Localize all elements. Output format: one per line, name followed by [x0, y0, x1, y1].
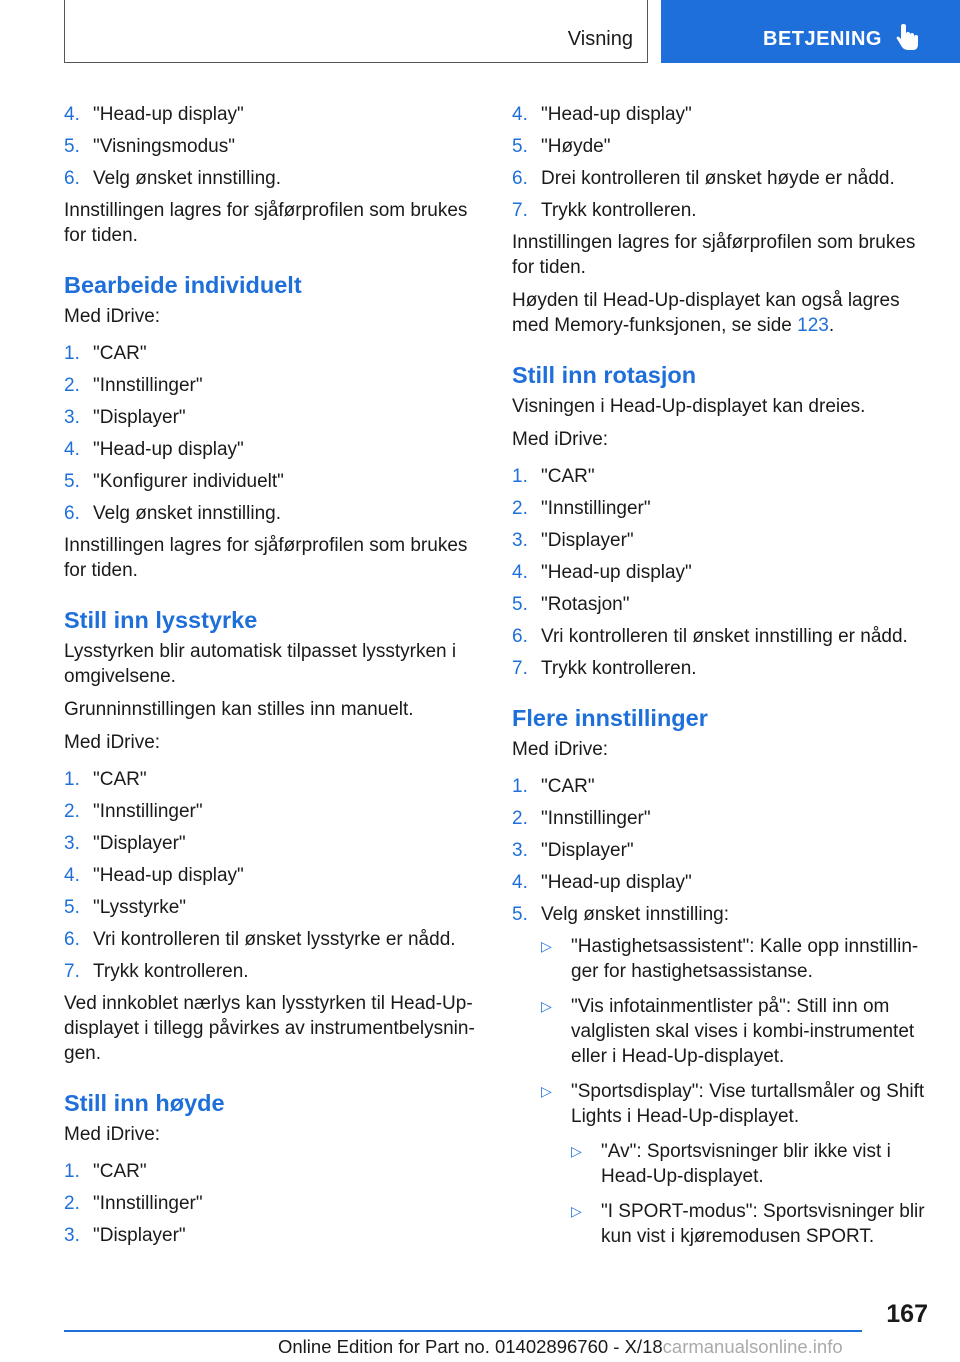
list-item — [64, 166, 476, 191]
list-item — [512, 838, 932, 863]
paragraph: Grunninnstillingen kan stilles inn manuelt. — [64, 699, 414, 720]
left-column — [64, 102, 476, 1255]
list-item — [512, 198, 932, 223]
step-text: Trykk kontrolleren. — [93, 961, 249, 982]
step-number: 1. — [512, 466, 528, 487]
paragraph: Med iDrive: — [64, 732, 161, 753]
step-text: "Lysstyrke" — [93, 897, 187, 918]
paragraph: Med iDrive: — [64, 306, 161, 327]
step-text: "Head-up display" — [541, 872, 692, 893]
list-item — [64, 863, 476, 888]
bullet-text: "I SPORT-modus": Sportsvisninger blir kun vist i kjøremodusen SPORT. — [601, 1201, 925, 1247]
paragraph: Visningen i Head-Up-displayet kan dreies. — [512, 396, 866, 417]
step-number: 6. — [512, 168, 528, 189]
paragraph-memory — [512, 288, 932, 338]
list-item — [512, 560, 932, 585]
step-number: 2. — [512, 498, 528, 519]
header-chapter-tab — [661, 0, 960, 63]
step-text: "Displayer" — [541, 840, 634, 861]
watermark-text: carmanualsonline.info — [662, 1336, 843, 1357]
step-number: 7. — [512, 658, 528, 679]
list-item — [64, 799, 476, 824]
pointing-hand-icon — [895, 24, 921, 52]
steps-list-visningsmodus — [64, 102, 476, 191]
bullet-text: "Vis infotainmentlister på": Still inn om valglisten skal vises i kombi-instrumentet eller i Head-Up-displayet. — [571, 996, 915, 1067]
sub-bullet-item — [571, 1199, 932, 1249]
list-item — [64, 959, 476, 984]
paragraph: Innstillingen lagres for sjåførprofilen som brukes for tiden. — [512, 232, 916, 278]
steps-list-rotasjon — [512, 464, 932, 681]
step-number: 4. — [64, 865, 80, 886]
paragraph: Ved innkoblet nærlys kan lysstyrken til Head-Up-displayet i tillegg påvirkes av instrumentbelysnin‐gen. — [64, 993, 475, 1064]
list-item — [512, 806, 932, 831]
step-number: 1. — [64, 769, 80, 790]
heading-bearbeide-individuelt: Bearbeide individuelt — [64, 272, 302, 298]
paragraph: Innstillingen lagres for sjåførprofilen som brukes for tiden. — [64, 200, 468, 246]
list-item — [64, 1159, 476, 1184]
step-text: "Displayer" — [93, 407, 186, 428]
list-item — [64, 1191, 476, 1216]
step-number: 6. — [64, 168, 80, 189]
list-item — [64, 927, 476, 952]
step-text: "Konfigurer individuelt" — [93, 471, 284, 492]
step-number: 5. — [512, 904, 528, 925]
list-item — [512, 774, 932, 799]
bullet-text: "Av": Sportsvisninger blir ikke vist i Head-Up-displayet. — [601, 1141, 891, 1187]
section-title: Visning — [567, 28, 633, 50]
triangle-right-icon: ▷ — [541, 938, 552, 954]
paragraph: Med iDrive: — [64, 1124, 161, 1145]
step-number: 2. — [64, 375, 80, 396]
step-number: 3. — [512, 530, 528, 551]
triangle-right-icon: ▷ — [571, 1203, 582, 1219]
footer-divider — [64, 1330, 862, 1332]
step-number: 5. — [64, 471, 80, 492]
paragraph: Med iDrive: — [512, 739, 609, 760]
page-number: 167 — [886, 1300, 928, 1328]
step-number: 4. — [64, 104, 80, 125]
step-number: 6. — [64, 929, 80, 950]
step-number: 6. — [64, 503, 80, 524]
bullet-item — [541, 994, 932, 1069]
step-number: 5. — [512, 136, 528, 157]
step-text: "Head-up display" — [93, 104, 244, 125]
list-item — [512, 870, 932, 895]
list-item — [64, 373, 476, 398]
list-item — [64, 341, 476, 366]
steps-list-hoyde — [64, 1159, 476, 1248]
list-item — [64, 469, 476, 494]
heading-still-inn-rotasjon: Still inn rotasjon — [512, 362, 697, 388]
step-number: 6. — [512, 626, 528, 647]
step-text: "CAR" — [541, 776, 595, 797]
step-text: Vri kontrolleren til ønsket lysstyrke er nådd. — [93, 929, 456, 950]
list-item — [512, 496, 932, 521]
step-text: "Head-up display" — [541, 104, 692, 125]
list-item — [64, 437, 476, 462]
step-text: Trykk kontrolleren. — [541, 200, 697, 221]
step-number: 2. — [64, 1193, 80, 1214]
step-number: 5. — [512, 594, 528, 615]
paragraph-text: Høyden til Head-Up-displayet kan også lagres med Memory-funksjonen, se side — [512, 290, 900, 336]
step-number: 3. — [64, 1225, 80, 1246]
paragraph: Med iDrive: — [512, 429, 609, 450]
step-number: 4. — [64, 439, 80, 460]
step-number: 7. — [64, 961, 80, 982]
list-item — [512, 656, 932, 681]
step-text: Velg ønsket innstilling. — [93, 168, 281, 189]
header-section-tab — [64, 0, 648, 63]
bullet-text: "Sportsdisplay": Vise turtallsmåler og Shift Lights i Head-Up-displayet. — [571, 1081, 925, 1127]
step-text: "Innstillinger" — [93, 1193, 203, 1214]
list-item — [512, 528, 932, 553]
step-text: "Head-up display" — [93, 865, 244, 886]
paragraph: Lysstyrken blir automatisk tilpasset lysstyrken i omgivelsene. — [64, 641, 457, 687]
step-number: 3. — [512, 840, 528, 861]
heading-flere-innstillinger: Flere innstillinger — [512, 705, 708, 731]
step-number: 2. — [512, 808, 528, 829]
page-reference-link[interactable]: 123 — [797, 315, 829, 336]
list-item — [64, 1223, 476, 1248]
footer-edition — [278, 1336, 843, 1358]
step-text: Velg ønsket innstilling: — [541, 904, 729, 925]
step-text: Trykk kontrolleren. — [541, 658, 697, 679]
step-text: "Head-up display" — [541, 562, 692, 583]
list-item — [64, 134, 476, 159]
step-text: "CAR" — [93, 769, 147, 790]
step-text: "Displayer" — [93, 833, 186, 854]
step-number: 2. — [64, 801, 80, 822]
bullet-item — [541, 1079, 932, 1129]
step-number: 4. — [512, 872, 528, 893]
step-text: "Innstillinger" — [541, 498, 651, 519]
steps-list-lysstyrke — [64, 767, 476, 984]
step-number: 4. — [512, 104, 528, 125]
step-number: 5. — [64, 897, 80, 918]
step-text: Drei kontrolleren til ønsket høyde er nådd. — [541, 168, 895, 189]
triangle-right-icon: ▷ — [541, 1083, 552, 1099]
list-item — [512, 592, 932, 617]
edition-text: Online Edition for Part no. 01402896760 - X/18 — [278, 1336, 663, 1357]
step-text: Vri kontrolleren til ønsket innstilling er nådd. — [541, 626, 908, 647]
step-text: "Innstillinger" — [93, 375, 203, 396]
step-number: 7. — [512, 200, 528, 221]
chapter-title: BETJENING — [763, 28, 882, 50]
step-number: 1. — [64, 1161, 80, 1182]
step-number: 1. — [512, 776, 528, 797]
list-item — [64, 767, 476, 792]
step-number: 3. — [64, 833, 80, 854]
bullet-item — [541, 934, 932, 984]
list-item — [64, 831, 476, 856]
list-item — [512, 102, 932, 127]
step-number: 1. — [64, 343, 80, 364]
heading-still-inn-lysstyrke: Still inn lysstyrke — [64, 607, 258, 633]
list-item — [512, 134, 932, 159]
list-item — [512, 902, 932, 927]
steps-list-hoyde-continued — [512, 102, 932, 223]
triangle-right-icon: ▷ — [571, 1143, 582, 1159]
paragraph: Innstillingen lagres for sjåførprofilen som brukes for tiden. — [64, 535, 468, 581]
list-item — [512, 166, 932, 191]
step-text: "Head-up display" — [93, 439, 244, 460]
list-item — [512, 624, 932, 649]
step-number: 5. — [64, 136, 80, 157]
steps-list-individuelt — [64, 341, 476, 526]
sub-bullet-list — [541, 1139, 932, 1249]
sub-bullet-item — [571, 1139, 932, 1189]
step-number: 4. — [512, 562, 528, 583]
list-item — [64, 405, 476, 430]
heading-still-inn-hoyde: Still inn høyde — [64, 1090, 225, 1116]
step-text: "Innstillinger" — [541, 808, 651, 829]
step-number: 3. — [64, 407, 80, 428]
bullet-text: "Hastighetsassistent": Kalle opp innstillin‐ger for hastighetsassistanse. — [571, 936, 919, 982]
step-text: "Rotasjon" — [541, 594, 630, 615]
step-text: "CAR" — [541, 466, 595, 487]
step-text: "Innstillinger" — [93, 801, 203, 822]
step-text: "Displayer" — [541, 530, 634, 551]
step-text: "Visningsmodus" — [93, 136, 235, 157]
triangle-right-icon: ▷ — [541, 998, 552, 1014]
list-item — [64, 102, 476, 127]
list-item — [512, 464, 932, 489]
steps-list-flere — [512, 774, 932, 927]
step-text: "Høyde" — [541, 136, 611, 157]
step-text: Velg ønsket innstilling. — [93, 503, 281, 524]
step-text: "CAR" — [93, 343, 147, 364]
list-item — [64, 895, 476, 920]
right-column — [512, 102, 932, 1259]
list-item — [64, 501, 476, 526]
bullet-list — [512, 934, 932, 1249]
step-text: "Displayer" — [93, 1225, 186, 1246]
step-text: "CAR" — [93, 1161, 147, 1182]
paragraph-text: . — [828, 315, 835, 336]
